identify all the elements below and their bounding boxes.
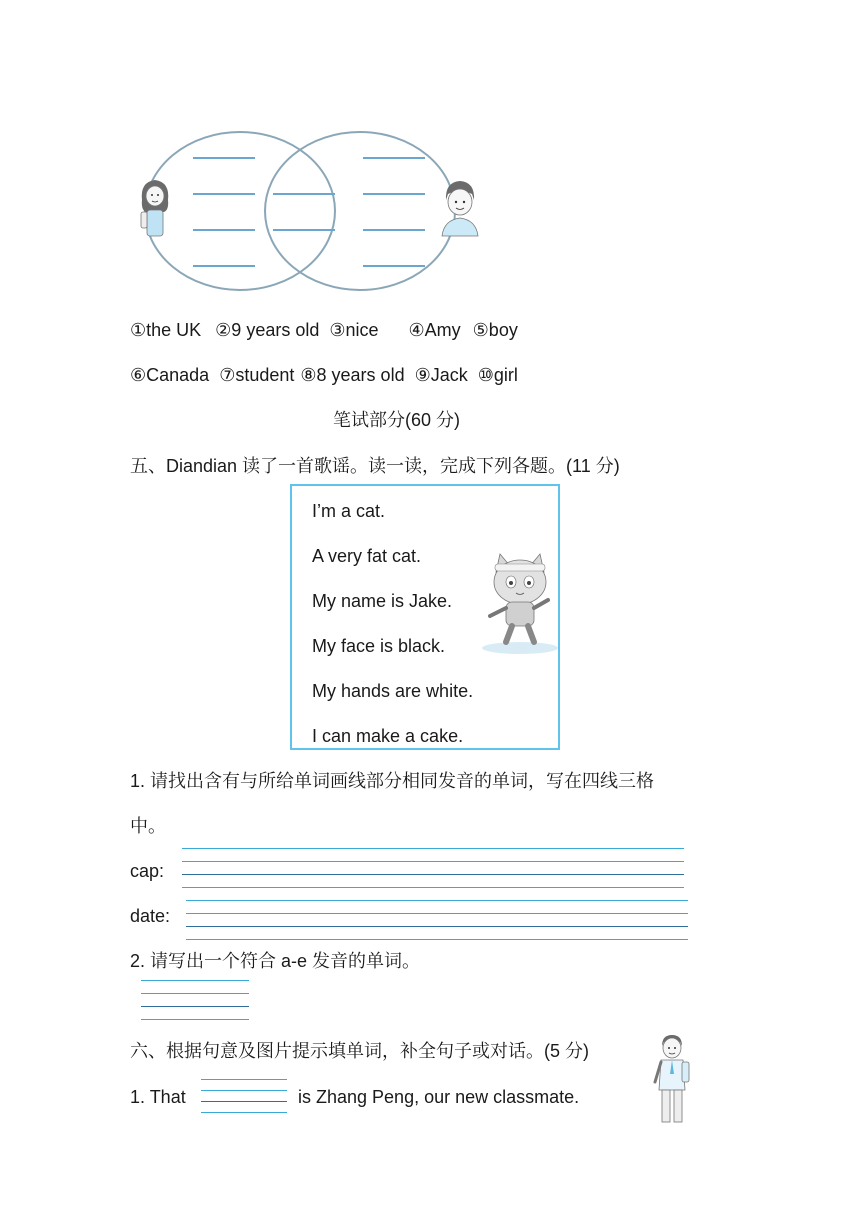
option-9: ⑨Jack — [414, 365, 468, 385]
venn-middle-line-1[interactable] — [273, 193, 335, 195]
poem-line-3: My name is Jake. — [312, 591, 453, 611]
option-row-2 — [130, 364, 518, 386]
venn-right-circle — [265, 132, 455, 290]
section5-q1-line1: 1. 请找出含有与所给单词画线部分相同发音的单词，写在四线三格 — [130, 771, 655, 791]
venn-right-line-2[interactable] — [363, 193, 425, 195]
option-2: ②9 years old — [215, 320, 320, 340]
s6-line-4 — [201, 1112, 287, 1113]
venn-left-line-3[interactable] — [193, 229, 255, 231]
option-7: ⑦student — [219, 365, 295, 385]
cap-line-3 — [182, 874, 684, 875]
cap-line-1 — [182, 848, 684, 849]
q2-line-3 — [141, 1006, 249, 1007]
option-10: ⑩girl — [477, 365, 518, 385]
option-5: ⑤boy — [472, 320, 518, 340]
date-line-2 — [186, 913, 688, 914]
poem-box — [290, 484, 560, 750]
poem-line-1: I’m a cat. — [312, 501, 386, 521]
venn-left-line-2[interactable] — [193, 193, 255, 195]
written-section-title: 笔试部分(60 分) — [333, 410, 461, 430]
q2-line-1 — [141, 980, 249, 981]
venn-right-line-3[interactable] — [363, 229, 425, 231]
venn-middle-line-2[interactable] — [273, 229, 335, 231]
word-date-label: date: — [130, 906, 171, 926]
s6-line-1 — [201, 1079, 287, 1080]
q2-line-4 — [141, 1019, 249, 1020]
s6-line-2 — [201, 1090, 287, 1091]
date-line-1 — [186, 900, 688, 901]
boy-figure — [440, 178, 480, 238]
cat-illustration — [478, 552, 560, 658]
poem-line-4: My face is black. — [312, 636, 446, 656]
word-cap-label: cap: — [130, 861, 165, 881]
section5-q1-line2: 中。 — [130, 816, 166, 836]
option-row-1 — [130, 319, 518, 341]
cap-line-4 — [182, 887, 684, 888]
option-4: ④Amy — [408, 320, 461, 340]
venn-diagram — [130, 125, 490, 297]
option-8: ⑧8 years old — [300, 365, 405, 385]
section6-heading: 六、根据句意及图片提示填单词，补全句子或对话。(5 分) — [130, 1041, 589, 1061]
girl-figure — [136, 176, 174, 240]
s6-line-3 — [201, 1101, 287, 1102]
date-line-4 — [186, 939, 688, 940]
poem-line-2: A very fat cat. — [312, 546, 422, 566]
cap-line-2 — [182, 861, 684, 862]
section5-q2: 2. 请写出一个符合 a-e 发音的单词。 — [130, 951, 421, 971]
option-6: ⑥Canada — [130, 365, 210, 385]
venn-right-line-4[interactable] — [363, 265, 425, 267]
poem-line-5: My hands are white. — [312, 681, 474, 701]
venn-left-line-1[interactable] — [193, 157, 255, 159]
section6-q1-after: is Zhang Peng, our new classmate. — [298, 1087, 580, 1107]
poem-line-6: I can make a cake. — [312, 726, 464, 746]
boy-standing-figure — [652, 1034, 692, 1126]
q2-line-2 — [141, 993, 249, 994]
section6-q1-before: 1. That — [130, 1087, 186, 1107]
venn-left-line-4[interactable] — [193, 265, 255, 267]
date-line-3 — [186, 926, 688, 927]
option-3: ③nice — [329, 320, 379, 340]
section5-heading: 五、Diandian 读了一首歌谣。读一读，完成下列各题。(11 分) — [130, 456, 620, 476]
option-1: ①the UK — [130, 320, 202, 340]
venn-right-line-1[interactable] — [363, 157, 425, 159]
